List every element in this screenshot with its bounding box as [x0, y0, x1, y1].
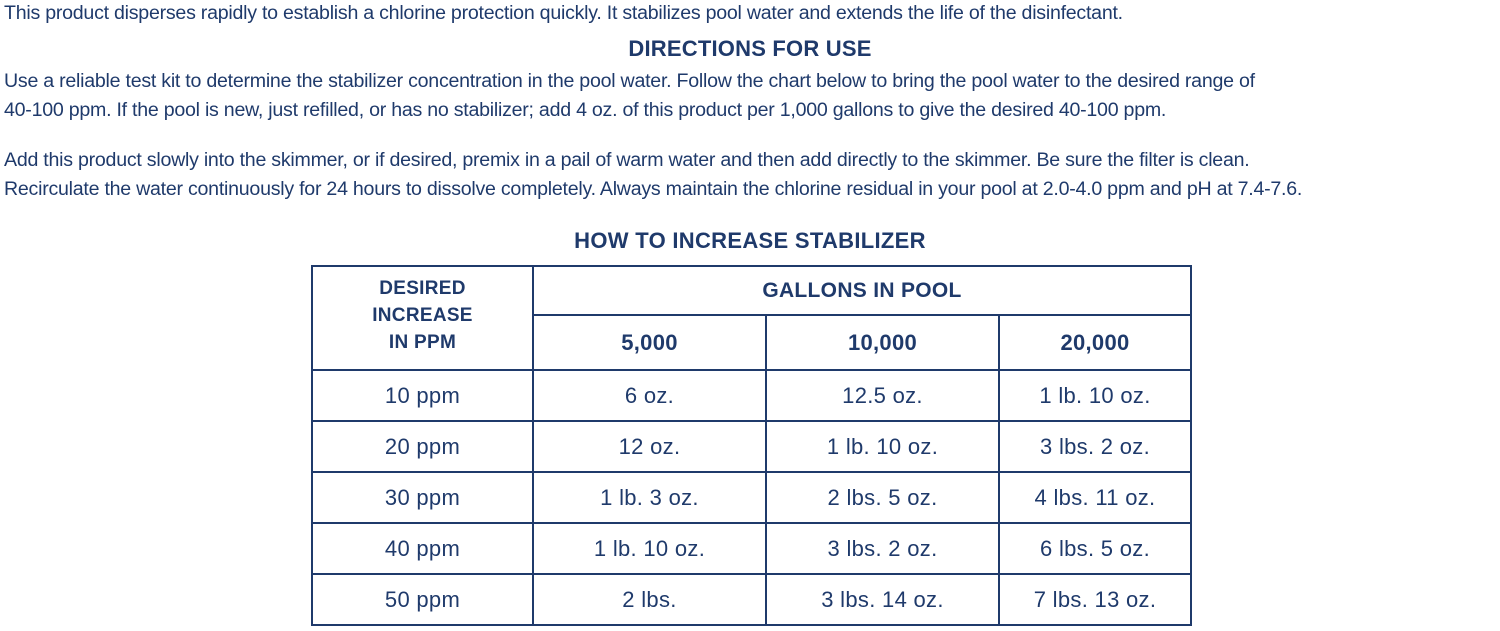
intro-text	[4, 0, 1500, 28]
desired-header-line-1: DESIRED	[379, 277, 466, 299]
amount-cell: 4 lbs. 11 oz.	[999, 472, 1191, 523]
ppm-cell: 20 ppm	[312, 421, 533, 472]
amount-cell: 7 lbs. 13 oz.	[999, 574, 1191, 625]
amount-cell: 6 lbs. 5 oz.	[999, 523, 1191, 574]
amount-cell: 1 lb. 10 oz.	[766, 421, 999, 472]
gallons-column-header: 20,000	[999, 315, 1191, 370]
intro-line: This product disperses rapidly to establish a chlorine protection quickly. It stabilizes pool water and extends the life of the disinfectant.	[4, 2, 1123, 24]
gallons-column-header: 5,000	[533, 315, 766, 370]
table-row	[312, 421, 1191, 472]
directions-paragraph-2	[4, 146, 1500, 204]
gallons-in-pool-header: GALLONS IN POOL	[533, 266, 1191, 315]
directions-heading: DIRECTIONS FOR USE	[628, 36, 872, 61]
paragraph-2-line-1: Add this product slowly into the skimmer, or if desired, premix in a pail of warm water and then add directly to the skimmer. Be sure the filter is clean.	[4, 149, 1250, 171]
amount-cell: 1 lb. 3 oz.	[533, 472, 766, 523]
ppm-cell: 40 ppm	[312, 523, 533, 574]
desired-header-line-3: IN PPM	[388, 331, 457, 353]
table-row	[312, 370, 1191, 421]
ppm-cell: 30 ppm	[312, 472, 533, 523]
ppm-cell: 50 ppm	[312, 574, 533, 625]
amount-cell: 2 lbs.	[533, 574, 766, 625]
amount-cell: 6 oz.	[533, 370, 766, 421]
amount-cell: 3 lbs. 14 oz.	[766, 574, 999, 625]
table-row	[312, 472, 1191, 523]
table-row	[312, 574, 1191, 625]
desired-increase-header	[312, 266, 533, 370]
paragraph-1-line-1: Use a reliable test kit to determine the stabilizer concentration in the pool water. Follow the chart below to bring the pool water to the desired range of	[4, 70, 1255, 92]
table-row	[312, 523, 1191, 574]
paragraph-1-line-2: 40-100 ppm. If the pool is new, just refilled, or has no stabilizer; add 4 oz. of this product per 1,000 gallons to give the desired 40-100 ppm.	[4, 99, 1167, 121]
amount-cell: 12.5 oz.	[766, 370, 999, 421]
amount-cell: 3 lbs. 2 oz.	[766, 523, 999, 574]
desired-header-line-2: INCREASE	[372, 304, 473, 326]
amount-cell: 1 lb. 10 oz.	[533, 523, 766, 574]
gallons-column-header: 10,000	[766, 315, 999, 370]
paragraph-2-line-2: Recirculate the water continuously for 24 hours to dissolve completely. Always maintain the chlorine residual in your pool at 2.0-4.0 ppm and pH at 7.4-7.6.	[4, 178, 1303, 200]
ppm-cell: 10 ppm	[312, 370, 533, 421]
stabilizer-table	[311, 265, 1192, 626]
table-title: HOW TO INCREASE STABILIZER	[574, 228, 926, 253]
directions-paragraph-1	[4, 67, 1500, 125]
amount-cell: 2 lbs. 5 oz.	[766, 472, 999, 523]
amount-cell: 3 lbs. 2 oz.	[999, 421, 1191, 472]
amount-cell: 12 oz.	[533, 421, 766, 472]
amount-cell: 1 lb. 10 oz.	[999, 370, 1191, 421]
